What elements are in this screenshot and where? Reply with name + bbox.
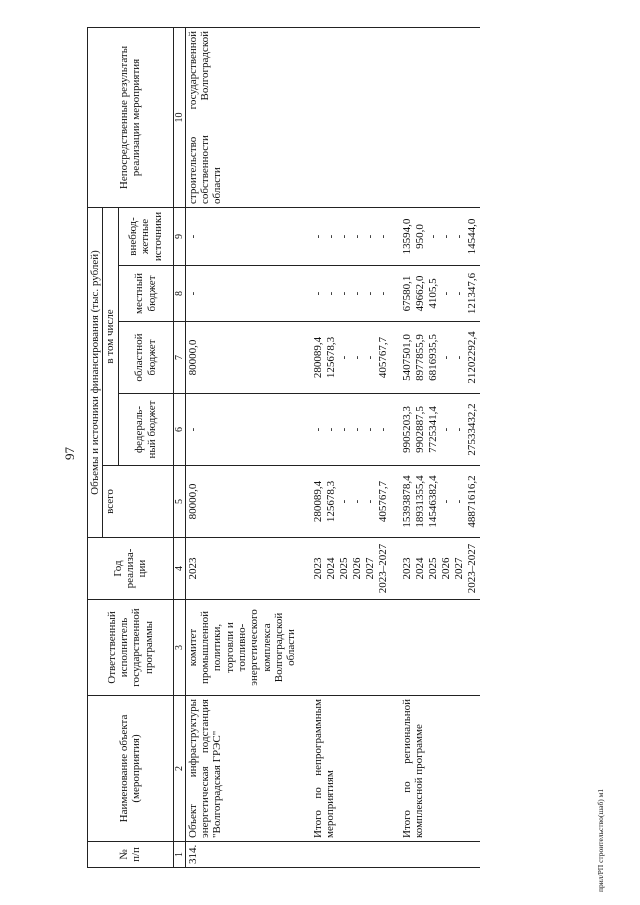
federal: - — [185, 394, 308, 466]
header-regional: областной бюджет — [118, 322, 173, 394]
col-number: 8 — [173, 266, 185, 322]
header-funding: Объемы и источники финансирования (тыс. рублей) — [88, 207, 103, 537]
regional-federal: 9905203,3 9902887,5 7725341,4 - - 27533432,2 — [391, 394, 480, 466]
header-offbudget: внебюд-жетные источники — [118, 207, 173, 265]
table-row — [391, 27, 480, 867]
regional-total: 15393878,4 18931355,4 14546382,4 - - 48871616,2 — [391, 466, 480, 538]
object-name: Объект инфраструктуры энергетическая подстанция "Волгоградская ГРЭС" — [185, 696, 308, 842]
header-total: всего — [103, 466, 173, 538]
col-number: 5 — [173, 466, 185, 538]
nonprog-name: Итого по непрограммным мероприятиям — [308, 696, 391, 842]
col-number: 3 — [173, 600, 185, 696]
nonprog-regional: 280089,4 125678,3 - - - 405767,7 — [308, 322, 391, 394]
local: - — [185, 266, 308, 322]
col-number: 10 — [173, 27, 185, 207]
col-number: 4 — [173, 538, 185, 600]
regional: 80000,0 — [185, 322, 308, 394]
header-name: Наименование объекта (мероприятия) — [88, 696, 174, 842]
funding-table — [87, 27, 480, 868]
executor: комитет промышленной политики, торговли и топливно-энергетического комплекса Волгоградской области — [185, 600, 308, 696]
table-row — [308, 27, 391, 867]
page-number: 97 — [62, 447, 77, 460]
row-number: 314. — [185, 842, 308, 868]
result: строительство государственной собственности Волгоградской области — [185, 27, 308, 207]
table-row — [185, 27, 308, 867]
header-results: Непосредственные результаты реализации мероприятия — [88, 27, 174, 207]
header-in-that: в том числе — [103, 207, 118, 465]
col-number: 6 — [173, 394, 185, 466]
nonprog-federal: - - - - - - — [308, 394, 391, 466]
nonprog-offbudget: - - - - - - — [308, 207, 391, 265]
year: 2023 — [185, 538, 308, 600]
offbudget: - — [185, 207, 308, 265]
regional-local: 67580,1 49662,0 4105,5 - - 121347,6 — [391, 266, 480, 322]
header-federal: федераль-ный бюджет — [118, 394, 173, 466]
col-number: 9 — [173, 207, 185, 265]
regional-regional: 5407501,0 8977855,9 6816935,5 - - 21202292,4 — [391, 322, 480, 394]
nonprog-total: 280089,4 125678,3 - - - 405767,7 — [308, 466, 391, 538]
nonprog-years: 2023 2024 2025 2026 2027 2023–2027 — [308, 538, 391, 600]
col-number: 7 — [173, 322, 185, 394]
funding-table-rotated — [87, 28, 629, 868]
regional-offbudget: 13594,0 950,0 - - - 14544,0 — [391, 207, 480, 265]
nonprog-local: - - - - - - — [308, 266, 391, 322]
footer-text: прил/РП строительство(шаб) м1 — [596, 788, 605, 892]
regional-total-name: Итого по региональной комплексной программе — [391, 696, 480, 842]
col-number: 2 — [173, 696, 185, 842]
header-executor: Ответственный исполнитель государственной программы — [88, 600, 174, 696]
total: 80000,0 — [185, 466, 308, 538]
header-local: местный бюджет — [118, 266, 173, 322]
header-year: Год реализа-ции — [88, 538, 174, 600]
regional-years: 2023 2024 2025 2026 2027 2023–2027 — [391, 538, 480, 600]
col-number: 1 — [173, 842, 185, 868]
header-no: № п/п — [88, 842, 174, 868]
